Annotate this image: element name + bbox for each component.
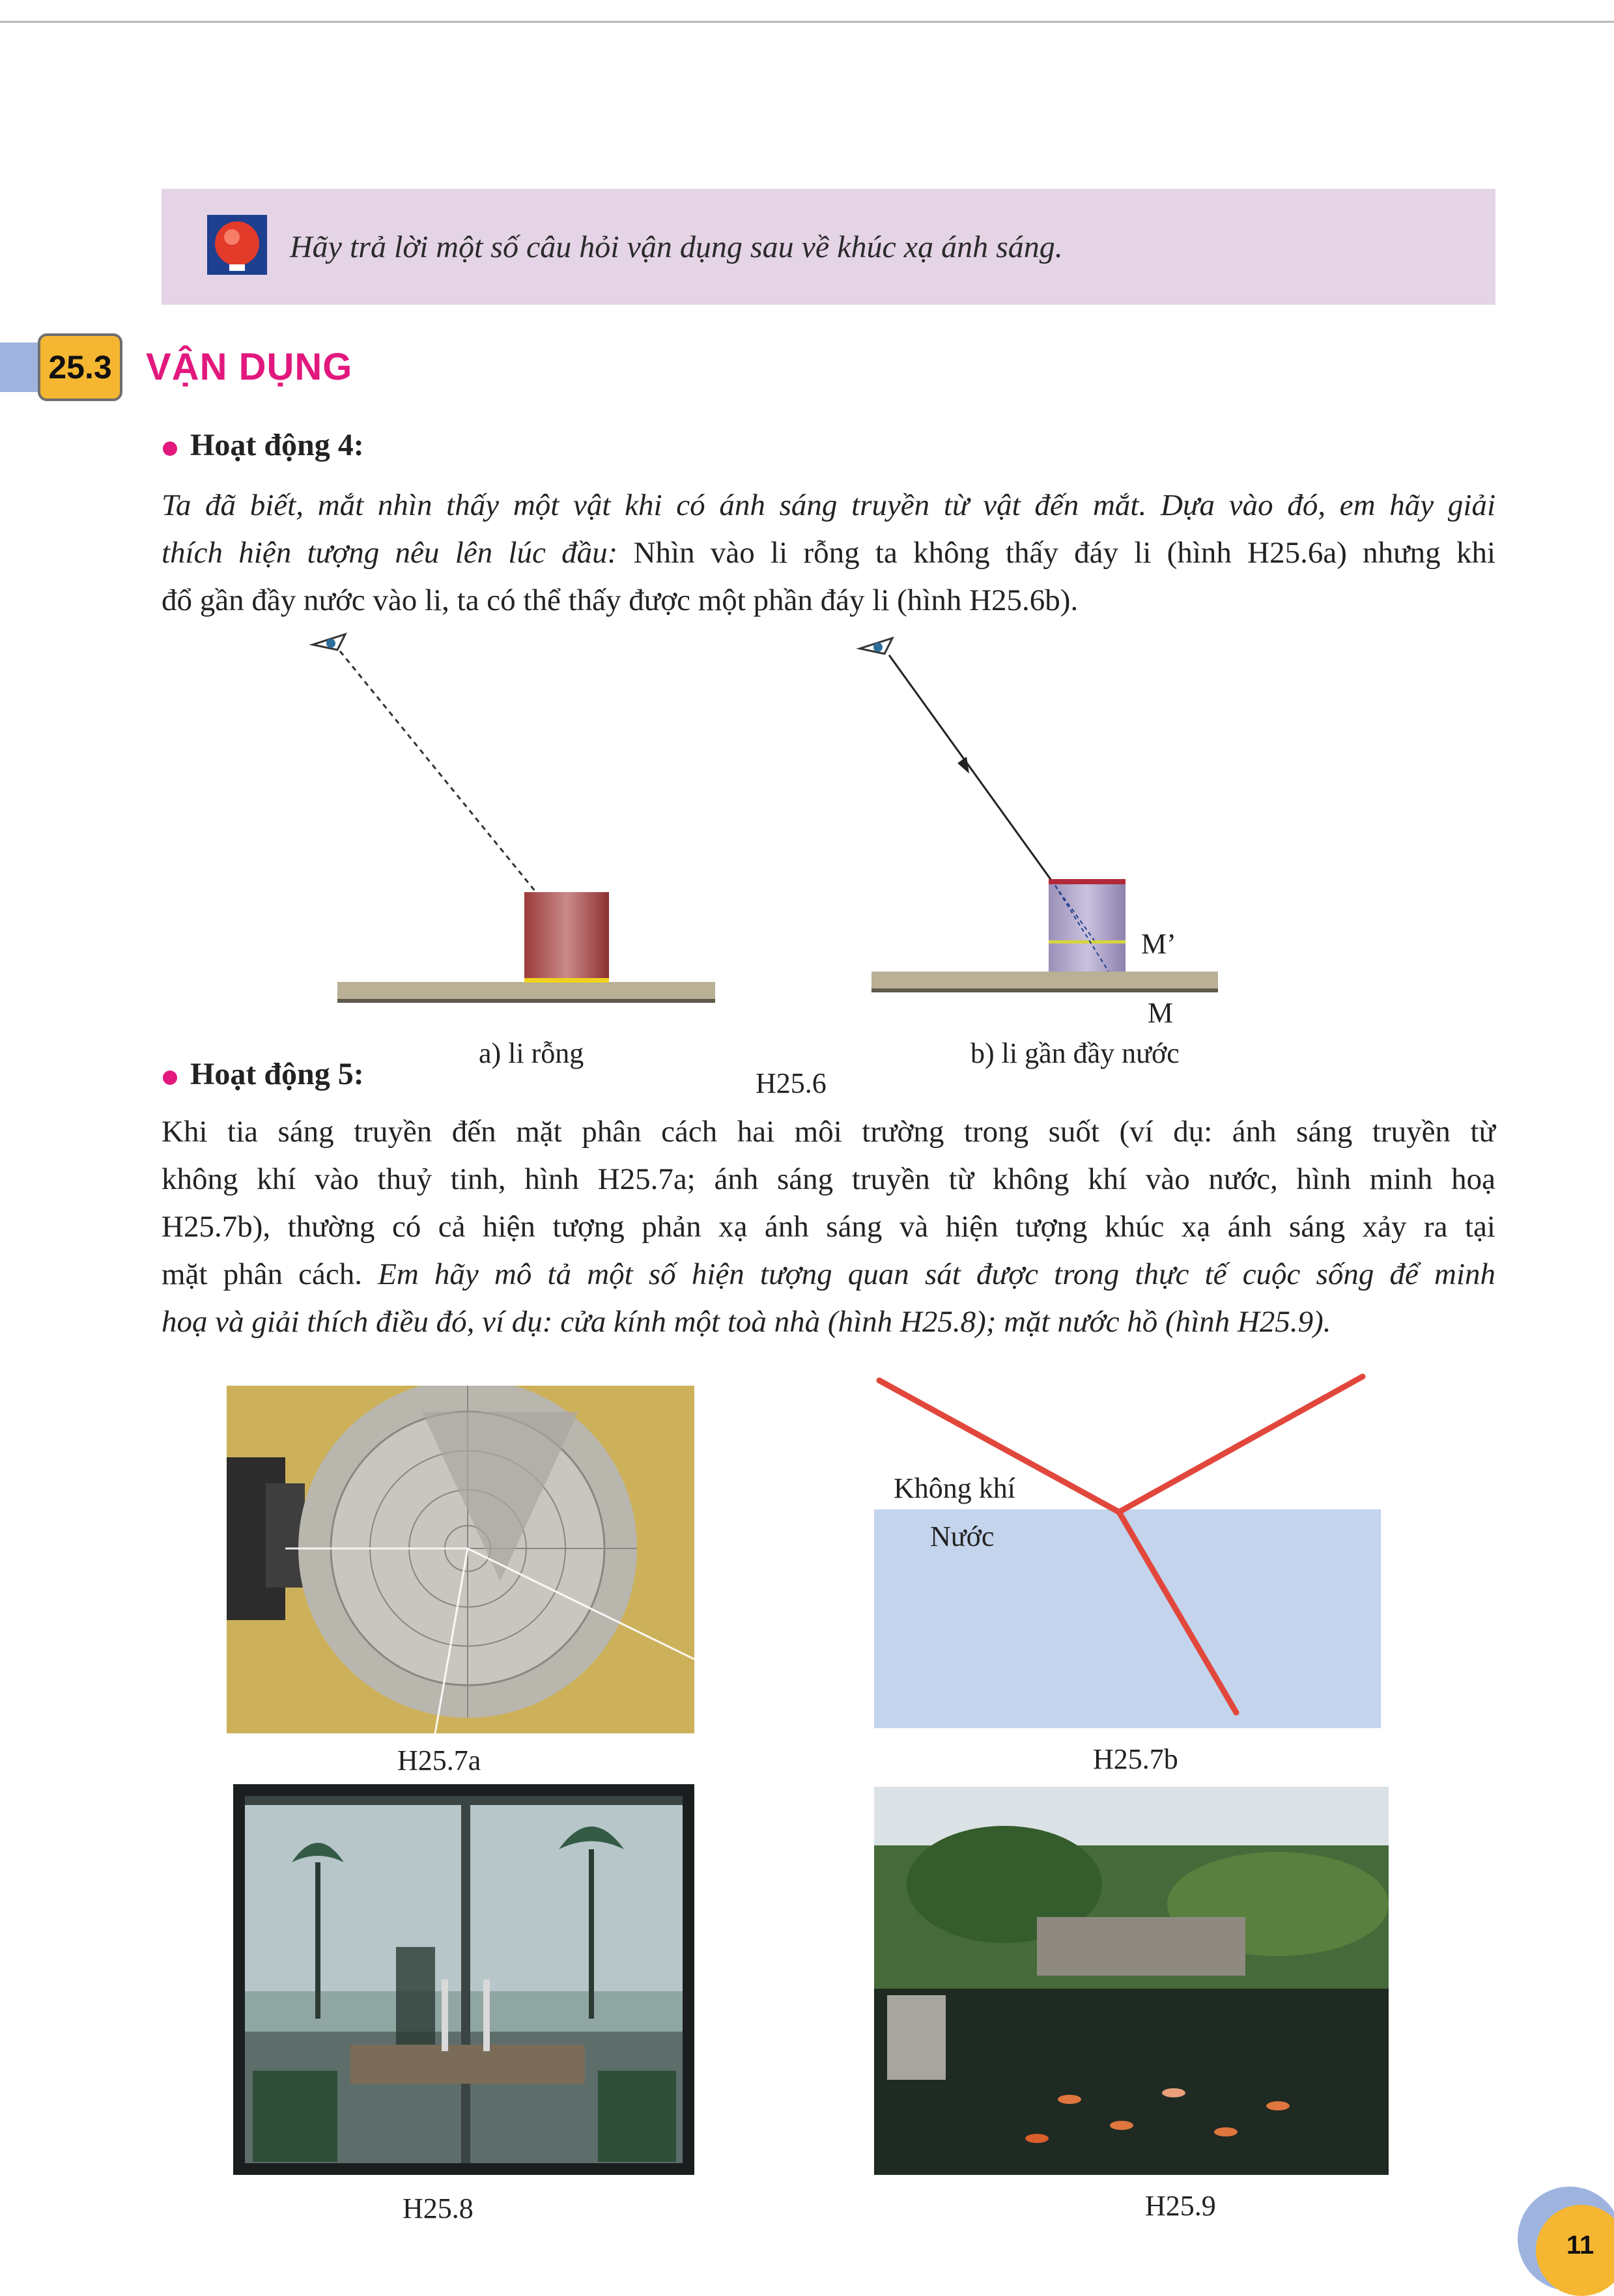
caption-h25-7b: H25.7b	[1093, 1743, 1178, 1775]
label-m-prime: M’	[1141, 928, 1176, 960]
a5-line3-normal: H25.7b), thường có cả hiện tượng phản xạ ánh sáng và hiện tượng khúc xạ ánh sáng xảy ra tại	[162, 1210, 1495, 1244]
section-title: VẬN DỤNG	[146, 346, 353, 388]
tip-text: Hãy trả lời một số câu hỏi vận dụng sau về khúc xạ ánh sáng.	[290, 230, 1063, 264]
empty-cup	[524, 892, 609, 982]
a4-line2-italic: thích hiện tượng nêu lên lúc đầu:	[162, 536, 618, 570]
photo-h25-8	[233, 1784, 694, 2175]
label-m: M	[1148, 997, 1174, 1029]
activity-5-text	[162, 1108, 1495, 1346]
activity-5-bullet	[163, 1071, 177, 1085]
top-rule	[0, 21, 1614, 23]
activity-5-title: Hoạt động 5:	[190, 1057, 364, 1091]
a5-line2-normal: không khí vào thuỷ tinh, hình H25.7a; ánh sáng truyền từ không khí vào nước, hình minh hoạ	[162, 1162, 1495, 1196]
a4-line2-normal: Nhìn vào li rỗng ta không thấy đáy li (hình H25.6a) nhưng khi	[617, 536, 1496, 570]
activity-4-text	[162, 482, 1495, 624]
section-tab	[0, 343, 38, 392]
caption-h25-7a: H25.7a	[397, 1744, 481, 1776]
a5-line4-normal: mặt phân cách.	[162, 1257, 378, 1291]
refracted-ray-b	[889, 655, 1055, 886]
caption-h25-9: H25.9	[1145, 2190, 1216, 2222]
activity-4-bullet	[163, 441, 177, 456]
reflected-ray	[1119, 1377, 1363, 1512]
photo-h25-9	[874, 1787, 1389, 2175]
section-number: 25.3	[38, 333, 122, 401]
eye-icon-b	[860, 638, 892, 654]
figure-h25-6	[287, 625, 1251, 1042]
activity-4-title: Hoạt động 4:	[190, 428, 364, 462]
page-number: 11	[1566, 2231, 1594, 2260]
eye-icon-a	[313, 634, 345, 650]
table-a	[337, 982, 715, 1001]
a4-line3-normal: đổ gần đầy nước vào li, ta có thể thấy được một phần đáy li (hình H25.6b).	[162, 583, 1079, 617]
caption-h25-6b: b) li gần đầy nước	[970, 1037, 1180, 1069]
label-air: Không khí	[894, 1472, 1015, 1504]
label-water: Nước	[930, 1520, 995, 1552]
lightbulb-icon	[207, 215, 267, 275]
a5-line4-italic: Em hãy mô tả một số hiện tượng quan sát được trong thực tế cuộc sống để minh	[378, 1257, 1496, 1291]
a5-line5-italic: hoạ và giải thích điều đó, ví dụ: cửa kính một toà nhà (hình H25.8); mặt nước hồ (hình H25.9).	[162, 1305, 1331, 1339]
figure-label-h25-6: H25.6	[756, 1067, 827, 1099]
table-b	[871, 972, 1218, 991]
a5-line1-normal: Khi tia sáng truyền đến mặt phân cách hai môi trường trong suốt (ví dụ: ánh sáng truyền từ	[162, 1115, 1495, 1149]
photo-h25-7a	[227, 1386, 694, 1733]
caption-h25-8: H25.8	[403, 2192, 474, 2224]
caption-h25-6a: a) li rỗng	[479, 1037, 584, 1069]
a4-line1-italic: Ta đã biết, mắt nhìn thấy một vật khi có ánh sáng truyền từ vật đến mắt. Dựa vào đó, em hãy giải	[162, 488, 1495, 522]
